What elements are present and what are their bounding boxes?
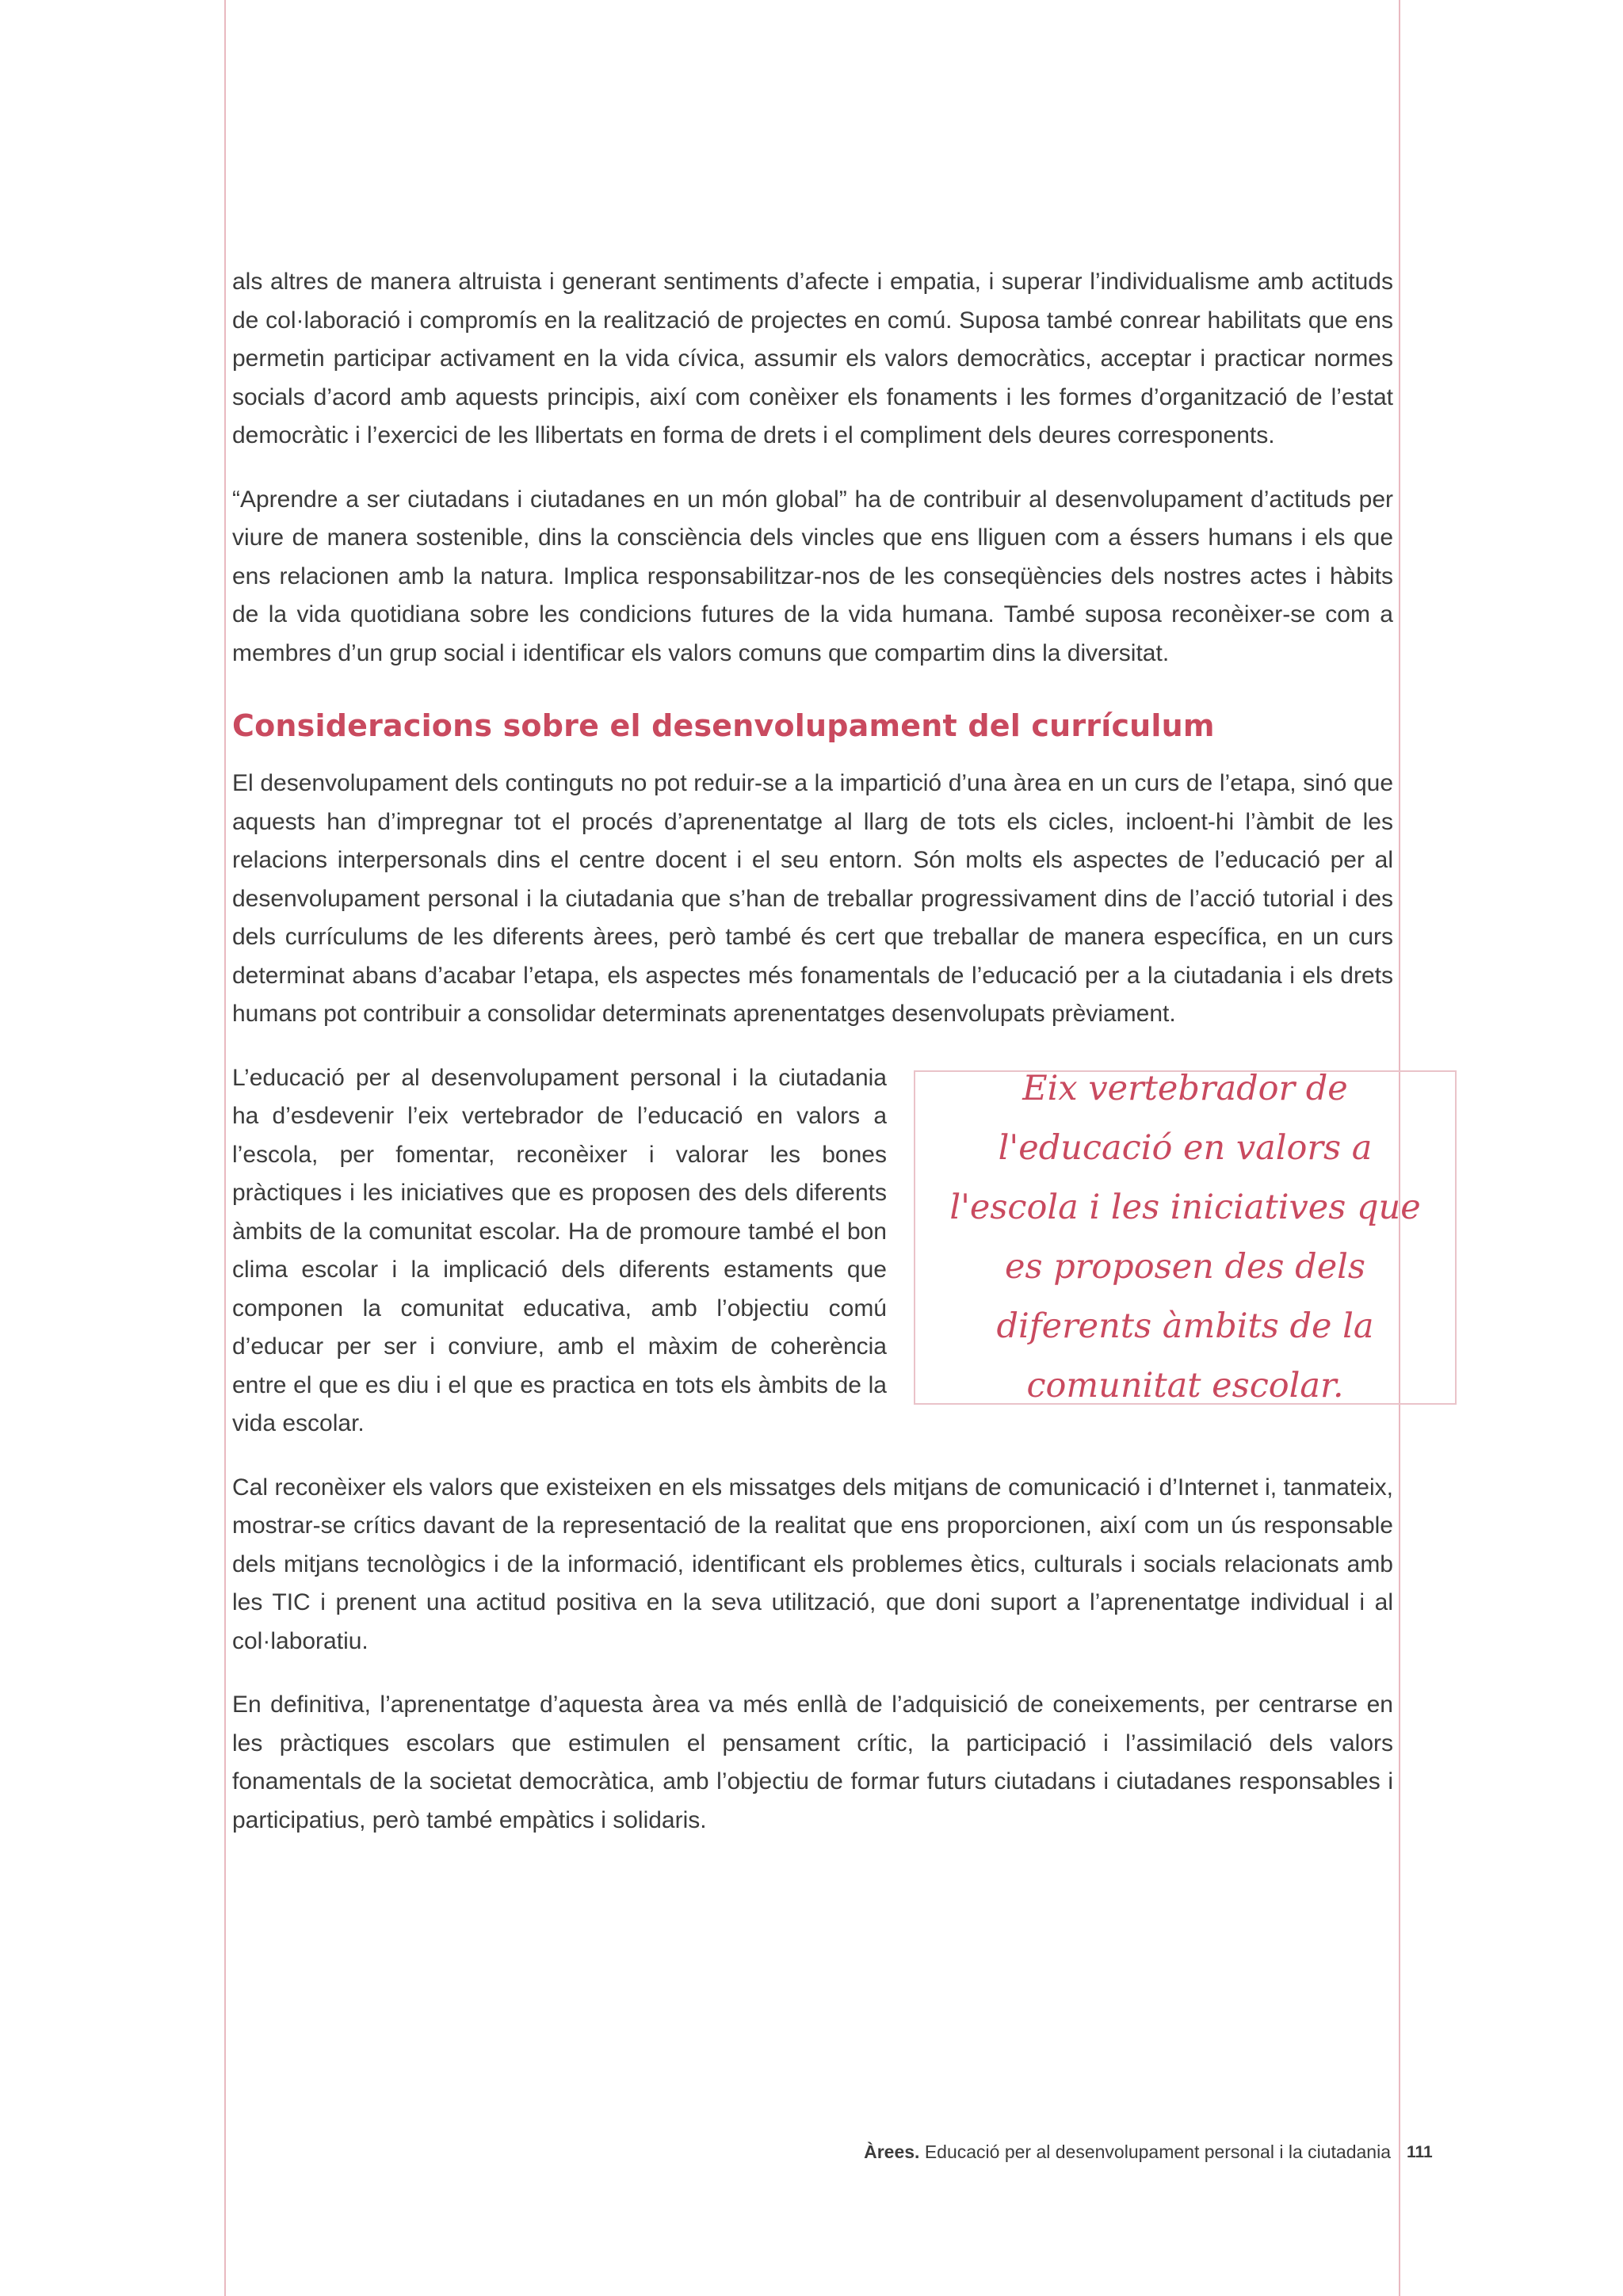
page-content — [232, 263, 1421, 1865]
footer-title: Educació per al desenvolupament personal i la ciutadania — [924, 2142, 1391, 2162]
paragraph-2: “Aprendre a ser ciutadans i ciutadanes en un món global” ha de contribuir al desenvolupament d’actituds per viure de manera sostenible, dins la consciència dels vincles que ens lliguen com a éssers humans i els que ens relacionen amb la natura. Implica responsabilitzar-nos de les conseqüències dels nostres actes i hàbits de la vida quotidiana sobre les condicions futures de la vida humana. També suposa reconèixer-se com a membres d’un grup social i identificar els valors comuns que compartim dins la diversitat. — [232, 486, 1393, 666]
pull-quote-box — [914, 1070, 1457, 1405]
paragraph-6: En definitiva, l’aprenentatge d’aquesta àrea va més enllà de l’adquisició de coneixements, per centrarse en les pràctiques escolars que estimulen el pensament crític, la participació i l’assimilació dels valors fonamentals de la societat democràtica, amb l’objectiu de formar futurs ciutadans i ciutadanes responsables i participatius, però també empàtics i solidaris. — [232, 1691, 1393, 1833]
section-heading: Consideracions sobre el desenvolupament del currículum — [232, 708, 1215, 743]
running-footer — [713, 2142, 1391, 2163]
page-number: 111 — [1407, 2143, 1433, 2161]
footer-section-label: Àrees. — [864, 2142, 920, 2162]
paragraph-1: als altres de manera altruista i generant sentiments d’afecte i empatia, i superar l’individualisme amb actituds de col·laboració i compromís en la realització de projectes en comú. Suposa també conrear habilitats que ens permetin participar activament en la vida cívica, assumir els valors democràtics, acceptar i practicar normes socials d’acord amb aquests principis, així com conèixer els fonaments i les formes d’organització de l’estat democràtic i l’exercici de les llibertats en forma de drets i el compliment dels deures corresponents. — [232, 269, 1393, 448]
pull-quote-text: Eix vertebrador de l'educació en valors a l'escola i les iniciatives que es proposen des dels diferents àmbits de la comunitat escolar. — [949, 1068, 1421, 1405]
paragraph-5: Cal reconèixer els valors que existeixen en els missatges dels mitjans de comunicació i d’Internet i, tanmateix, mostrar-se crítics davant de la representació de la realitat que ens proporcionen, així com un ús responsable dels mitjans tecnològics i de la informació, identificant els problemes ètics, culturals i socials relacionats amb les TIC i prenent una actitud positiva en la seva utilització, que doni suport a l’aprenentatge individual i al col·laboratiu. — [232, 1474, 1393, 1654]
paragraph-4: L’educació per al desenvolupament personal i la ciutadania ha d’esdevenir l’eix vertebrador de l’educació en valors a l’escola, per fomentar, reconèixer i valorar les bones pràctiques i les iniciatives que es proposen des dels diferents àmbits de la comunitat escolar. Ha de promoure també el bon clima escolar i la implicació dels diferents estaments que componen la comunitat educativa, amb l’objectiu comú d’educar per ser i conviure, amb el màxim de coherència entre el que es diu i el que es practica en tots els àmbits de la vida escolar. — [232, 1064, 887, 1436]
left-margin-rule — [224, 0, 226, 2296]
paragraph-3: El desenvolupament dels continguts no pot reduir-se a la impartició d’una àrea en un curs de l’etapa, sinó que aquests han d’impregnar tot el procés d’aprenentatge al llarg de tots els cicles, incloent-hi l’àmbit de les relacions interpersonals dins el centre docent i el seu entorn. Són molts els aspectes de l’educació per al desenvolupament personal i la ciutadania que s’han de treballar progressivament dins de l’acció tutorial i des dels currículums de les diferents àrees, però també és cert que treballar de manera específica, en un curs determinat abans d’acabar l’etapa, els aspectes més fonamentals de l’educació per a la ciutadania i els drets humans pot contribuir a consolidar determinats aprenentatges desenvolupats prèviament. — [232, 770, 1393, 1027]
